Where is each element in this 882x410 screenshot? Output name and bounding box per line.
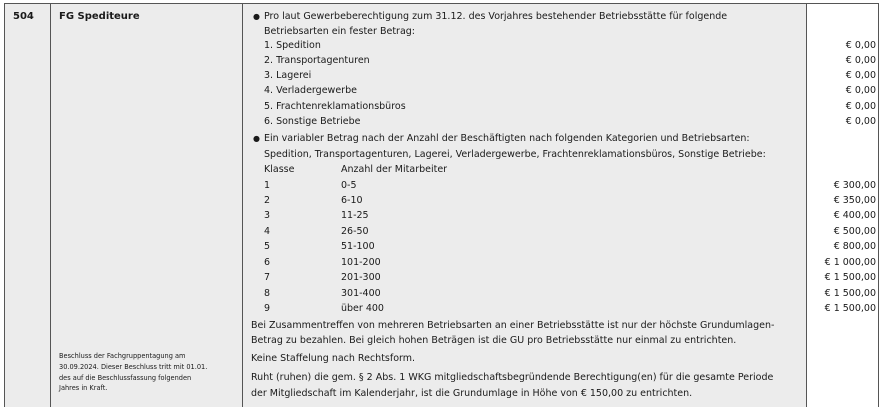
resolution-note-line: des auf die Beschlussfassung folgenden bbox=[59, 373, 192, 382]
class-employees: 11-25 bbox=[341, 210, 369, 221]
class-price: € 500,00 bbox=[833, 226, 876, 237]
resolution-note-line: Jahres in Kraft. bbox=[59, 384, 108, 393]
category-price: € 0,00 bbox=[845, 40, 876, 51]
class-price: € 300,00 bbox=[833, 180, 876, 191]
class-employees: 51-100 bbox=[341, 241, 375, 252]
class-number: 5 bbox=[264, 241, 271, 252]
class-price: € 400,00 bbox=[833, 210, 876, 221]
class-price: € 350,00 bbox=[833, 195, 876, 206]
note-paragraph: Betrag zu bezahlen. Bei gleich hohen Beträgen ist die GU pro Betriebsstätte nur einmal zu entrichten. bbox=[251, 335, 737, 346]
class-number: 3 bbox=[264, 210, 271, 221]
class-number: 7 bbox=[264, 272, 271, 283]
category-price: € 0,00 bbox=[845, 101, 876, 112]
class-number: 4 bbox=[264, 226, 271, 237]
bullet-icon: ● bbox=[253, 134, 260, 143]
category-label: 2. Transportagenturen bbox=[264, 55, 370, 66]
section2-intro: Spedition, Transportagenturen, Lagerei, Verladergewerbe, Frachtenreklamationsbüros, Sonstige Betriebe: bbox=[264, 149, 766, 160]
class-employees: über 400 bbox=[341, 303, 384, 314]
class-price: € 1 500,00 bbox=[824, 288, 876, 299]
note-paragraph: Bei Zusammentreffen von mehreren Betriebsarten an einer Betriebsstätte ist nur der höchste Grundumlagen- bbox=[251, 320, 775, 331]
row-number-cell bbox=[5, 4, 51, 407]
class-price: € 1 500,00 bbox=[824, 303, 876, 314]
section1-intro: Betriebsarten ein fester Betrag: bbox=[264, 26, 415, 37]
row-number: 504 bbox=[13, 11, 34, 22]
resolution-note-line: Beschluss der Fachgruppentagung am bbox=[59, 352, 186, 360]
category-price: € 0,00 bbox=[845, 55, 876, 66]
category-label: 5. Frachtenreklamationsbüros bbox=[264, 101, 406, 112]
column-header-anzahl: Anzahl der Mitarbeiter bbox=[341, 164, 448, 175]
note-paragraph: der Mitgliedschaft im Kalenderjahr, ist die Grundumlage in Höhe von € 150,00 zu entrichten. bbox=[251, 388, 693, 399]
resolution-note bbox=[59, 351, 239, 394]
class-number: 6 bbox=[264, 257, 271, 268]
class-employees: 0-5 bbox=[341, 180, 357, 191]
category-price: € 0,00 bbox=[845, 116, 876, 127]
class-price: € 1 500,00 bbox=[824, 272, 876, 283]
category-price: € 0,00 bbox=[845, 70, 876, 81]
bullet-icon: ● bbox=[253, 12, 260, 21]
note-paragraph: Keine Staffelung nach Rechtsform. bbox=[251, 353, 416, 364]
note-paragraph: Ruht (ruhen) die gem. § 2 Abs. 1 WKG mitgliedschaftsbegründende Berechtigung(en) für die gesamte Periode bbox=[251, 372, 774, 383]
category-price: € 0,00 bbox=[845, 85, 876, 96]
row-name-cell bbox=[51, 4, 243, 407]
category-label: 3. Lagerei bbox=[264, 70, 312, 81]
class-employees: 6-10 bbox=[341, 195, 363, 206]
class-employees: 26-50 bbox=[341, 226, 369, 237]
category-label: 4. Verladergewerbe bbox=[264, 85, 357, 96]
class-employees: 101-200 bbox=[341, 257, 381, 268]
category-label: 1. Spedition bbox=[264, 40, 321, 51]
row-name: FG Spediteure bbox=[59, 11, 140, 22]
resolution-note-line: 30.09.2024. Dieser Beschluss tritt mit 01.01. bbox=[59, 362, 208, 371]
class-number: 8 bbox=[264, 288, 271, 299]
column-header-klasse: Klasse bbox=[264, 164, 295, 175]
class-number: 1 bbox=[264, 180, 271, 191]
class-employees: 301-400 bbox=[341, 288, 381, 299]
category-label: 6. Sonstige Betriebe bbox=[264, 116, 361, 127]
section1-intro: Pro laut Gewerbeberechtigung zum 31.12. des Vorjahres bestehender Betriebsstätte für folgende bbox=[264, 11, 728, 22]
class-number: 2 bbox=[264, 195, 271, 206]
class-number: 9 bbox=[264, 303, 271, 314]
class-price: € 1 000,00 bbox=[824, 257, 876, 268]
class-employees: 201-300 bbox=[341, 272, 381, 283]
section2-intro: Ein variabler Betrag nach der Anzahl der Beschäftigten nach folgenden Kategorien und Betriebsarten: bbox=[264, 133, 750, 144]
class-price: € 800,00 bbox=[833, 241, 876, 252]
